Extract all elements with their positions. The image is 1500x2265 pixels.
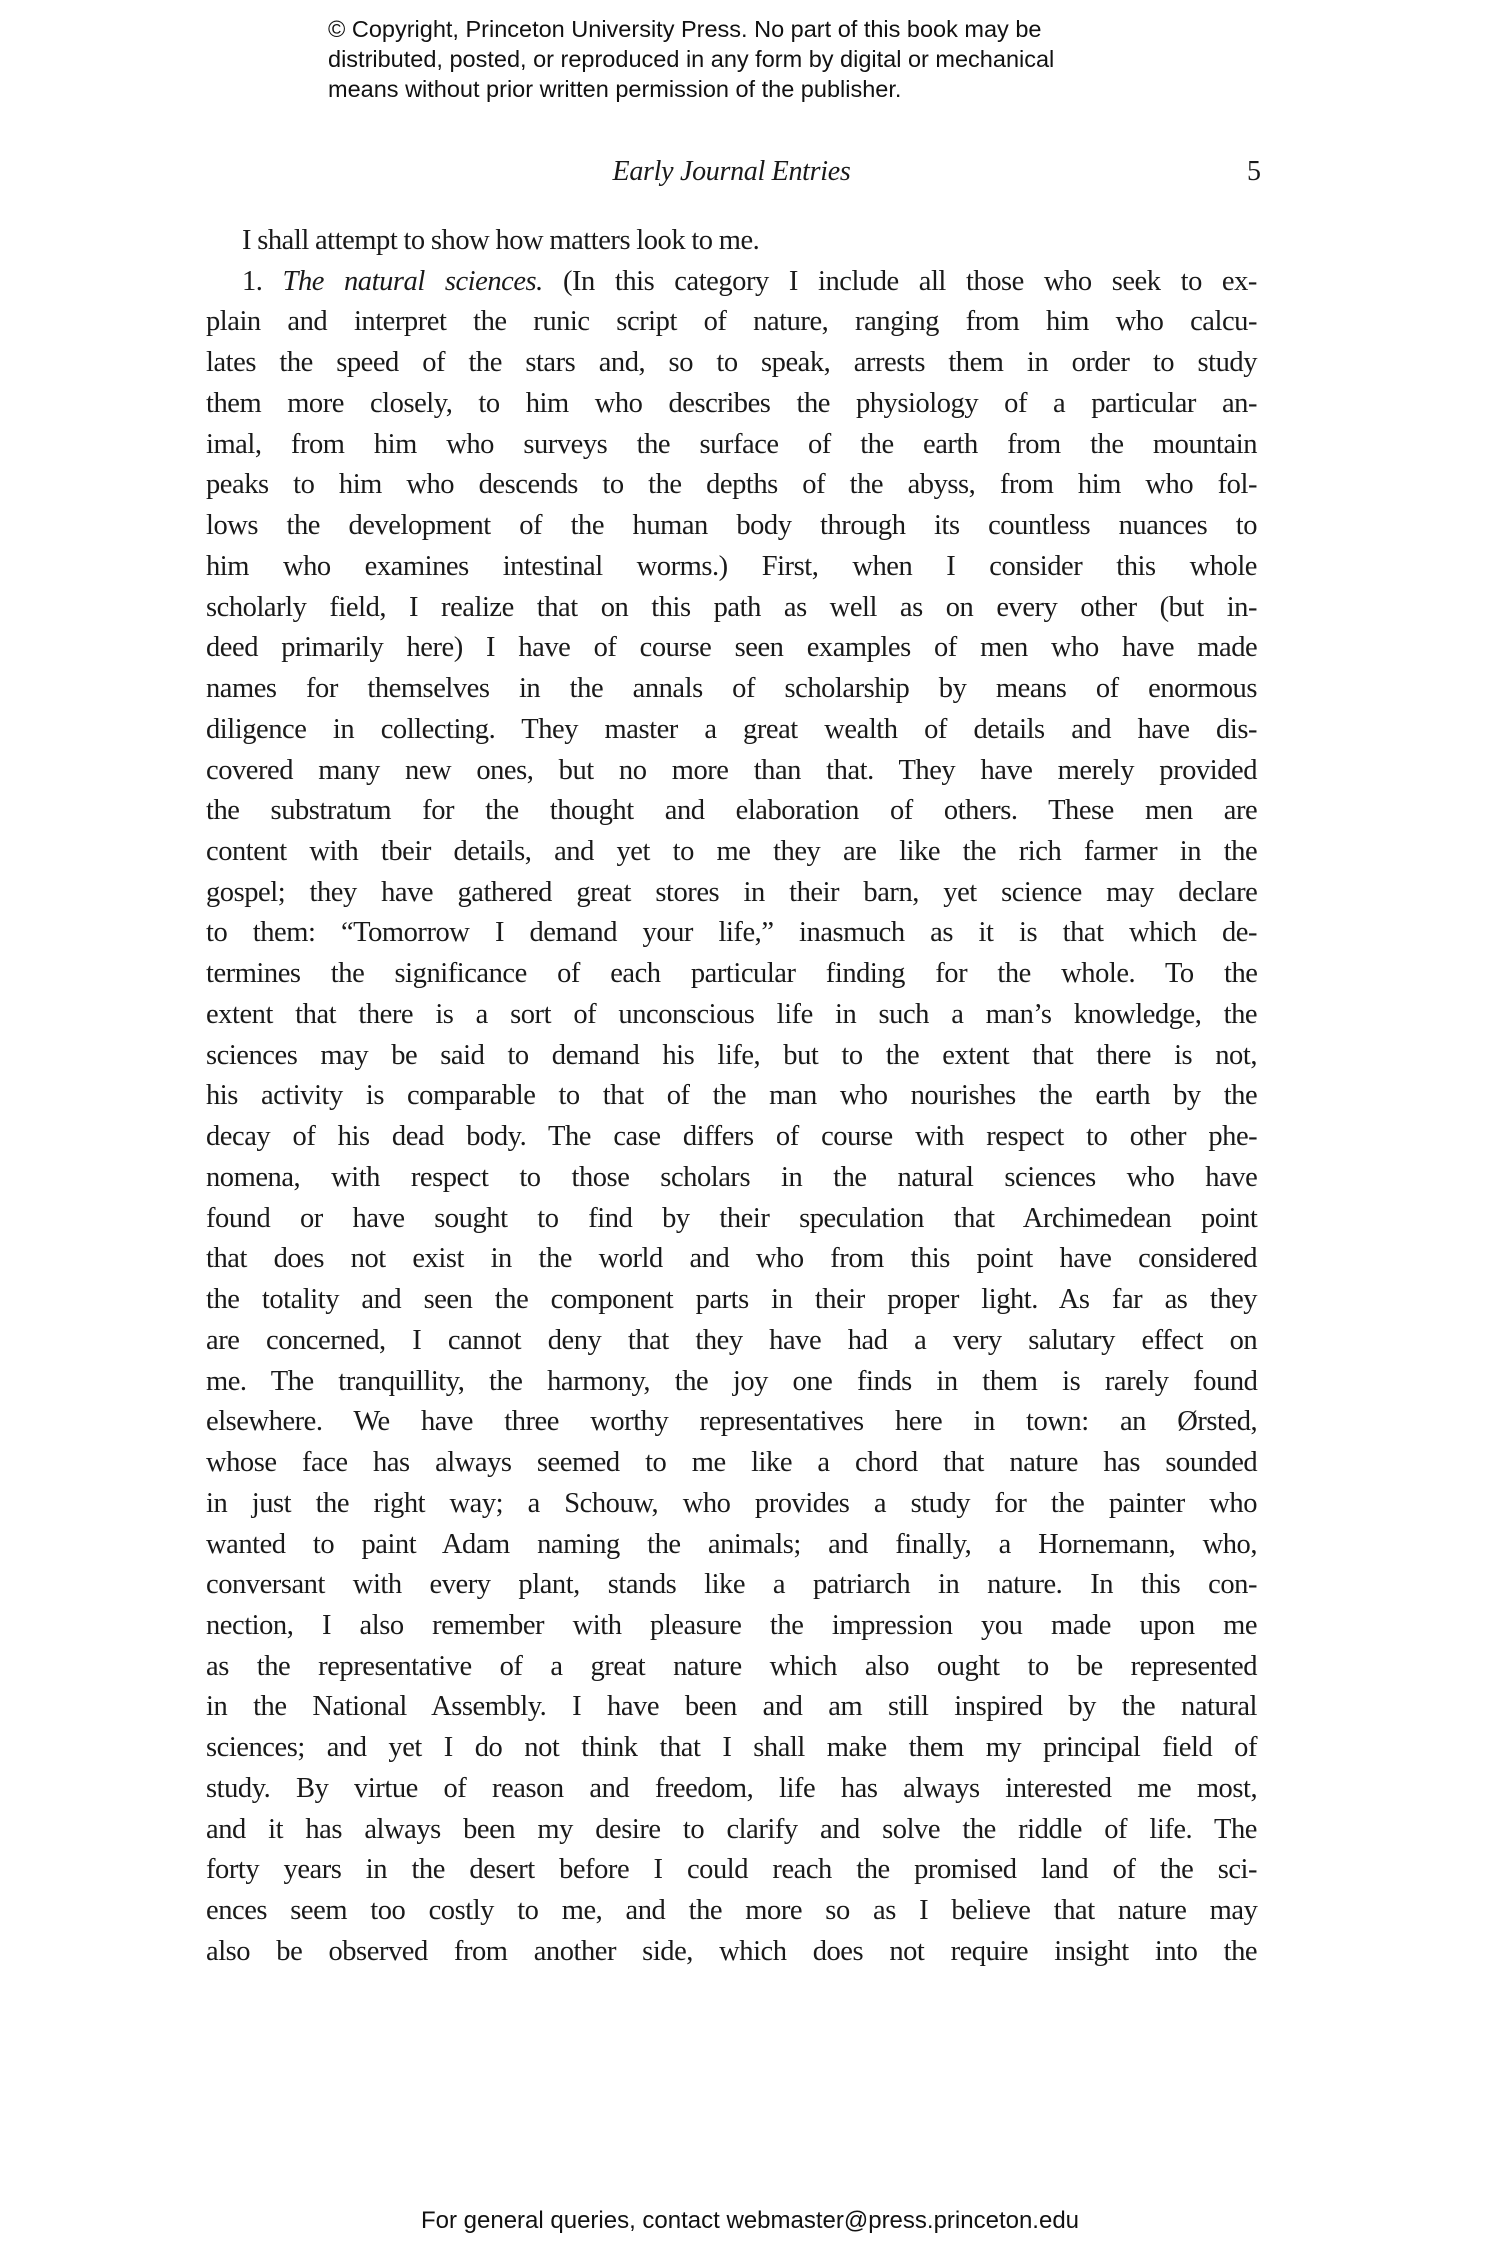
text-line-content: peaks to him who descends to the depths of the abyss, from him who fol- <box>206 469 1257 501</box>
text-line <box>206 751 1257 792</box>
text-line <box>206 1280 1257 1321</box>
text-line <box>206 1443 1257 1484</box>
running-head <box>206 152 1261 192</box>
text-line <box>206 1891 1257 1932</box>
text-line-content: covered many new ones, but no more than that. They have merely provided <box>206 754 1257 786</box>
text-line <box>206 465 1257 506</box>
text-line <box>206 832 1257 873</box>
text-line-content: termines the significance of each particular finding for the whole. To the <box>206 958 1258 990</box>
running-title: Early Journal Entries <box>612 156 851 187</box>
section-title: The natural sciences. <box>282 265 543 297</box>
text-line <box>206 1728 1257 1769</box>
page-number: 5 <box>1247 156 1261 187</box>
paragraph-lines <box>206 302 1257 1972</box>
text-line-content: conversant with every plant, stands like a patriarch in nature. In this con- <box>206 1569 1257 1601</box>
text-line <box>206 1036 1257 1077</box>
text-line-content: the totality and seen the component parts in their proper light. As far as they <box>206 1284 1258 1316</box>
text-line-content: deed primarily here) I have of course seen examples of men who have made <box>206 632 1258 664</box>
text-line <box>206 628 1257 669</box>
text-line-content: the substratum for the thought and elaboration of others. These men are <box>206 795 1258 827</box>
text-line-content: scholarly field, I realize that on this path as well as on every other (but in- <box>206 591 1258 623</box>
text-line <box>206 913 1257 954</box>
text-line <box>206 1321 1257 1362</box>
copyright-line: © Copyright, Princeton University Press. No part of this book may be <box>328 16 1042 42</box>
text-line-content: whose face has always seemed to me like a chord that nature has sounded <box>206 1447 1258 1479</box>
text-line <box>206 1687 1257 1728</box>
text-line-content: me. The tranquillity, the harmony, the joy one finds in them is rarely found <box>206 1365 1258 1397</box>
text-line <box>206 1647 1257 1688</box>
footer-contact <box>0 2206 1500 2236</box>
text-line-content: lows the development of the human body through its countless nuances to <box>206 510 1257 542</box>
text-line-content: that does not exist in the world and who from this point have considered <box>206 1243 1258 1275</box>
text-line-content: wanted to paint Adam naming the animals; and finally, a Hornemann, who, <box>206 1528 1257 1560</box>
text-line <box>206 710 1257 751</box>
text-line-content: decay of his dead body. The case differs of course with respect to other phe- <box>206 1121 1258 1153</box>
text-line <box>206 1199 1257 1240</box>
text-line-content: study. By virtue of reason and freedom, life has always interested me most, <box>206 1772 1258 1804</box>
paragraph-line <box>206 221 1257 262</box>
text-line <box>206 302 1257 343</box>
text-line <box>206 1076 1257 1117</box>
text-line-content: lates the speed of the stars and, so to speak, arrests them in order to study <box>206 347 1257 379</box>
text-line-content: found or have sought to find by their speculation that Archimedean point <box>206 1202 1258 1234</box>
text-line-content: ences seem too costly to me, and the more so as I believe that nature may <box>206 1895 1258 1927</box>
text-line-content: forty years in the desert before I could reach the promised land of the sci- <box>206 1854 1258 1886</box>
text-line <box>206 1402 1257 1443</box>
text-line <box>206 1158 1257 1199</box>
text-line-content: them more closely, to him who describes the physiology of a particular an- <box>206 387 1257 419</box>
text-line <box>206 1932 1257 1973</box>
text-line-content: names for themselves in the annals of scholarship by means of enormous <box>206 673 1257 705</box>
copyright-notice <box>328 14 1228 104</box>
text-line <box>206 1810 1257 1851</box>
text-line-content: sciences may be said to demand his life, but to the extent that there is not, <box>206 1039 1257 1071</box>
text-line-content: content with tbeir details, and yet to me they are like the rich farmer in the <box>206 836 1258 868</box>
text-line-content: plain and interpret the runic script of nature, ranging from him who calcu- <box>206 306 1257 338</box>
section-number: 1. <box>242 265 263 297</box>
text-line <box>206 1239 1257 1280</box>
footer-text: For general queries, contact webmaster@press.princeton.edu <box>420 2207 1080 2234</box>
text-line-content: imal, from him who surveys the surface of the earth from the mountain <box>206 428 1257 460</box>
text-line <box>206 1565 1257 1606</box>
copyright-line: means without prior written permission of the publisher. <box>328 76 902 102</box>
text-line <box>206 1117 1257 1158</box>
text-line <box>206 588 1257 629</box>
text-line-content: sciences; and yet I do not think that I shall make them my principal field of <box>206 1732 1257 1764</box>
text-line-content: his activity is comparable to that of the man who nourishes the earth by the <box>206 1080 1258 1112</box>
text-line <box>206 547 1257 588</box>
text-line-content: diligence in collecting. They master a great wealth of details and have dis- <box>206 713 1257 745</box>
text-line-content: as the representative of a great nature which also ought to be represented <box>206 1650 1258 1682</box>
text-line <box>206 506 1257 547</box>
text-line <box>206 954 1257 995</box>
section-line-text: (In this category I include all those who seek to ex- <box>562 265 1257 297</box>
body-text <box>206 221 1257 1973</box>
text-line <box>206 1606 1257 1647</box>
text-line <box>206 425 1257 466</box>
opening-sentence: I shall attempt to show how matters look to me. <box>242 225 760 256</box>
text-line <box>206 995 1257 1036</box>
text-line-content: extent that there is a sort of unconscious life in such a man’s knowledge, the <box>206 998 1258 1030</box>
text-line-content: nomena, with respect to those scholars in the natural sciences who have <box>206 1161 1258 1193</box>
copyright-line: distributed, posted, or reproduced in any form by digital or mechanical <box>328 46 1055 72</box>
text-line-content: him who examines intestinal worms.) First, when I consider this whole <box>206 550 1257 582</box>
text-line-content: in the National Assembly. I have been and am still inspired by the natural <box>206 1691 1257 1723</box>
text-line-content: nection, I also remember with pleasure the impression you made upon me <box>206 1609 1258 1641</box>
text-line-content: also be observed from another side, which does not require insight into the <box>206 1935 1258 1967</box>
text-line <box>206 669 1257 710</box>
text-line <box>206 343 1257 384</box>
section-heading-line <box>206 262 1257 303</box>
text-line <box>206 1769 1257 1810</box>
text-line <box>206 791 1257 832</box>
text-line <box>206 1525 1257 1566</box>
text-line-content: and it has always been my desire to clarify and solve the riddle of life. The <box>206 1813 1257 1845</box>
text-line <box>206 1362 1257 1403</box>
text-line-content: in just the right way; a Schouw, who provides a study for the painter who <box>206 1487 1257 1519</box>
text-line <box>206 384 1257 425</box>
text-line <box>206 1484 1257 1525</box>
text-line-content: to them: “Tomorrow I demand your life,” inasmuch as it is that which de- <box>206 917 1257 949</box>
text-line-content: elsewhere. We have three worthy representatives here in town: an Ørsted, <box>206 1406 1258 1438</box>
text-line-content: gospel; they have gathered great stores in their barn, yet science may declare <box>206 876 1258 908</box>
text-line <box>206 873 1257 914</box>
text-line <box>206 1850 1257 1891</box>
text-line-content: are concerned, I cannot deny that they have had a very salutary effect on <box>206 1324 1258 1356</box>
